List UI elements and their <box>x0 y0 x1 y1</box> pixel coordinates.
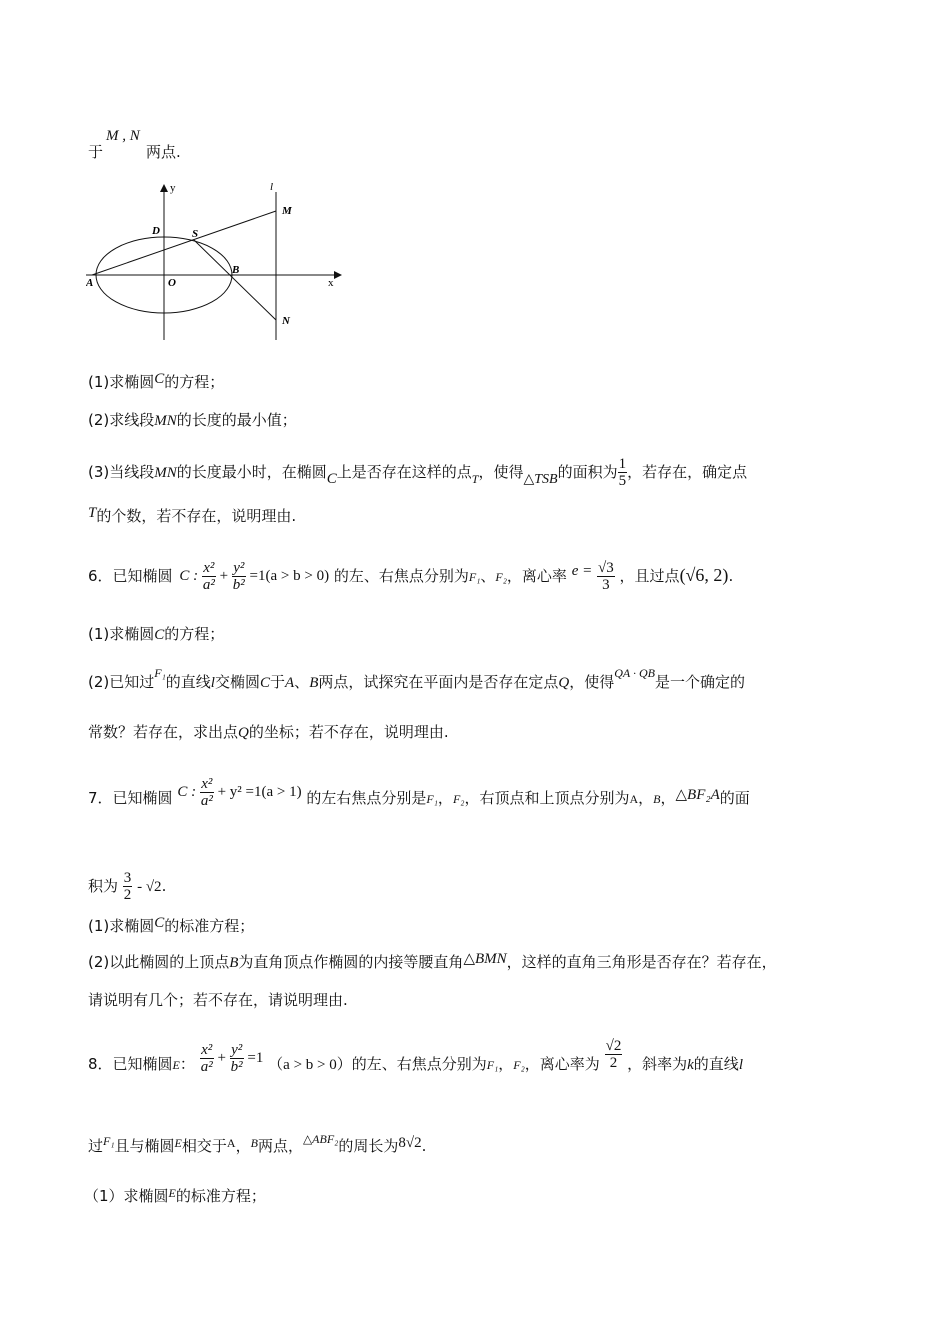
line-sn <box>194 240 276 320</box>
p7-q2-line2: 请说明有几个；若不存在，请说明理由. <box>88 991 348 1009</box>
p5-q3: (3)当线段MN的长度最小时，在椭圆C上是否存在这样的点$_T$，使得△TSB的面积为 $\frac{1}{5}$ ，若存在，确定点 <box>88 456 748 489</box>
p8-line2: 过$^{F_1}$且与椭圆$^E$相交于$^A$，$^B$两点，$^{\triangle ABF_2}$的周长为8√2. <box>88 1132 427 1155</box>
y-axis-arrow <box>160 184 168 192</box>
label-d: D <box>152 225 160 237</box>
label-m: M <box>282 205 292 217</box>
p8-ellipse-equation: $\frac{\text{x²}}{\text{a²}}$ + $\frac{\text{y²}}{\text{b²}}$ =1 <box>200 1042 264 1075</box>
points-mn: M , N <box>106 128 140 144</box>
label-b: B <box>232 264 240 276</box>
x-axis-arrow <box>334 271 342 279</box>
p6-ellipse-equation: C : $\frac{\text{x²}}{\text{a²}}$ + $\frac{\text{y²}}{\text{b²}}$ =1(a > b > 0) <box>179 560 330 593</box>
p7-q2: (2)以此椭圆的上顶点B为直角顶点作椭圆的内接等腰直角△BMN，这样的直角三角形是否存在？若存在， <box>88 951 777 971</box>
p6-head: 6．已知椭圆 C : $\frac{\text{x²}}{\text{a²}}$ + $\frac{\text{y²}}{\text{b²}}$ =1(a > b > 0) 的左、右焦点分别为F₁、F₂，离心率 e = $\frac{√3}{3}$ ，且过点(√6, 2). <box>88 560 734 593</box>
label-o: O <box>168 277 176 289</box>
label-s: S <box>192 228 199 240</box>
p7-q1: (1)求椭圆C的标准方程； <box>88 915 255 935</box>
label-y: y <box>170 182 176 194</box>
line-am <box>92 211 276 275</box>
ellipse-figure <box>86 180 348 342</box>
p6-q2: (2)已知过$^{F_1}$的直线l交椭圆C于A、B两点，试探究在平面内是否存在定点Q，使得$^{QA \cdot QB}$是一个确定的 <box>88 666 746 691</box>
p5-q2: (2)求线段MN的长度的最小值； <box>88 411 297 429</box>
top-suffix: 两点. <box>146 143 181 161</box>
p5-q3-line2: T的个数，若不存在，说明理由. <box>88 505 297 525</box>
p8-eccentricity: $\frac{√2}{2}$ <box>605 1038 622 1071</box>
p7-head: 7．已知椭圆 C : $\frac{\text{x²}}{\text{a²}}$ + y² =1(a > 1) 的左右焦点分别是F₁，F₂，右顶点和上顶点分别为A，B，△BF₂A的面 <box>88 776 750 809</box>
label-l: l <box>270 181 274 193</box>
label-a: A <box>86 277 94 289</box>
label-n: N <box>282 315 290 327</box>
p5-q1: (1)求椭圆C的方程； <box>88 371 225 391</box>
label-x: x <box>328 277 334 289</box>
p7-ellipse-equation: C : $\frac{\text{x²}}{\text{a²}}$ + y² =1(a > 1) <box>177 776 302 809</box>
line-top: 于 <box>88 143 104 161</box>
p6-q2-line2: 常数？若存在，求出点Q的坐标；若不存在，说明理由. <box>88 723 449 741</box>
p7-area-fraction: $\frac{3}{2}$ <box>123 870 132 903</box>
p8-q1: （1）求椭圆$^E$的标准方程； <box>84 1186 266 1205</box>
p6-q1: (1)求椭圆C的方程； <box>88 625 225 643</box>
p7-line2: 积为 $\frac{3}{2}$ - √2. <box>88 870 167 903</box>
p8-head: 8．已知椭圆E： $\frac{\text{x²}}{\text{a²}}$ + $\frac{\text{y²}}{\text{b²}}$ =1 （a > b > 0）的左、右焦点分别为F₁，F₂，离心率为 $\frac{√2}{2}$ ，斜率为k的直线l <box>88 1038 743 1075</box>
p6-eccentricity: $\frac{√3}{3}$ <box>598 560 614 593</box>
p5-area-fraction: $\frac{1}{5}$ <box>618 456 627 489</box>
